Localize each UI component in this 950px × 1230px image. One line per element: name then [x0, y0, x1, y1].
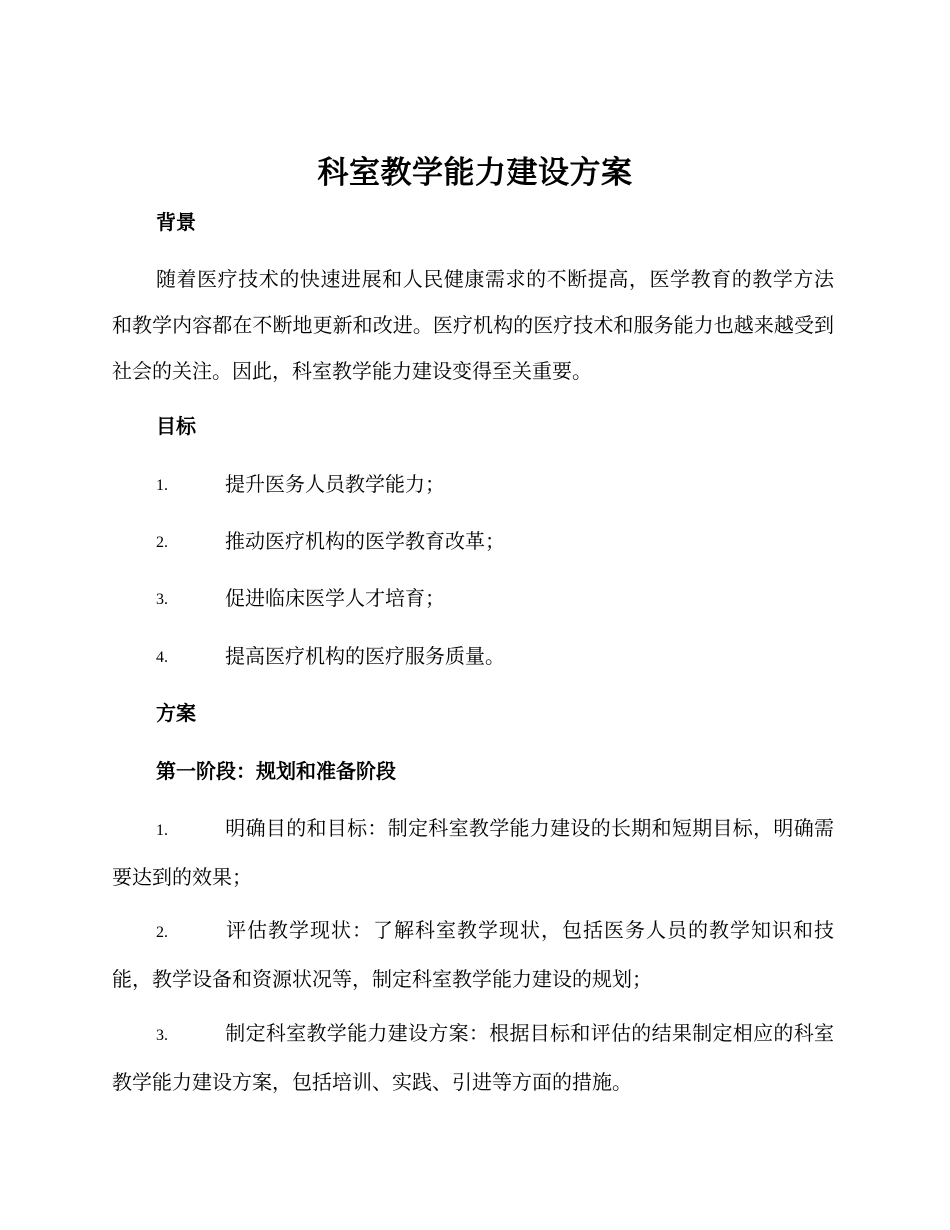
phase-item — [112, 805, 834, 900]
list-number: 2. — [156, 924, 168, 941]
section-heading-goals: 目标 — [156, 414, 196, 438]
phase-heading: 第一阶段：规划和准备阶段 — [156, 759, 396, 783]
goal-text: 推动医疗机构的医学教育改革； — [225, 529, 505, 553]
phase-item — [112, 1010, 834, 1105]
phase-item-text: 制定科室教学能力建设方案：根据目标和评估的结果制定相应的科室教学能力建设方案，包括培训、实践、引进等方面的措施。 — [112, 1021, 834, 1094]
document-title: 科室教学能力建设方案 — [317, 155, 633, 191]
phase-item-text: 评估教学现状：了解科室教学现状，包括医务人员的教学知识和技能，教学设备和资源状况等，制定科室教学能力建设的规划； — [112, 918, 834, 991]
background-paragraph: 随着医疗技术的快速进展和人民健康需求的不断提高，医学教育的教学方法和教学内容都在不断地更新和改进。医疗机构的医疗技术和服务能力也越来越受到社会的关注。因此，科室教学能力建设变得至关重要。 — [112, 267, 834, 383]
section-heading-background: 背景 — [156, 210, 196, 234]
section-heading-plan: 方案 — [156, 701, 196, 725]
goal-text: 提升医务人员教学能力； — [225, 472, 445, 496]
list-number: 1. — [156, 477, 168, 494]
list-number: 4. — [156, 649, 168, 666]
list-number: 3. — [156, 1027, 168, 1044]
goal-text: 促进临床医学人才培育； — [225, 586, 445, 610]
list-number: 2. — [156, 534, 168, 551]
goal-text: 提高医疗机构的医疗服务质量。 — [225, 644, 505, 668]
list-number: 3. — [156, 591, 168, 608]
list-number: 1. — [156, 822, 168, 839]
phase-item — [112, 907, 834, 1002]
phase-item-text: 明确目的和目标：制定科室教学能力建设的长期和短期目标，明确需要达到的效果； — [112, 816, 834, 889]
